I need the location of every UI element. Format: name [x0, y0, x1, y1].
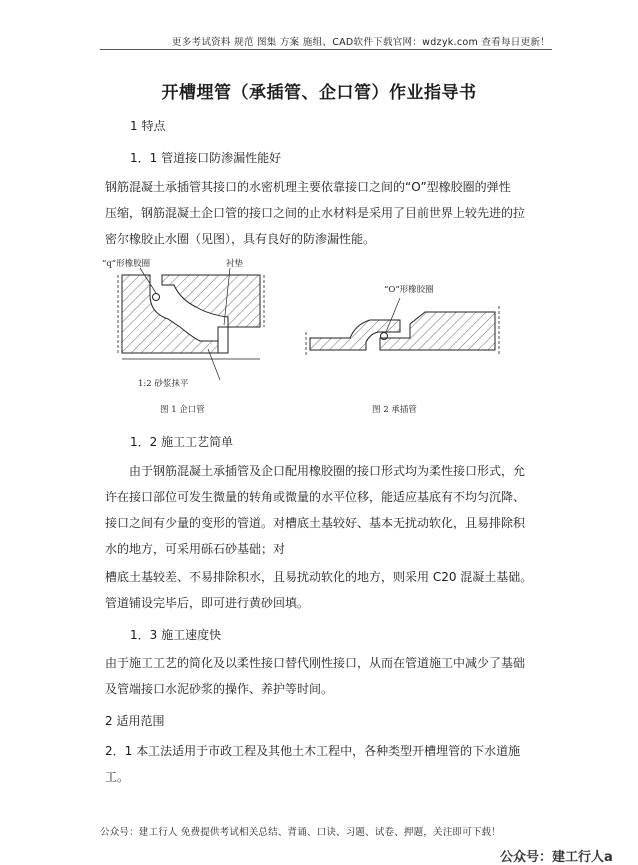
section-1-1-heading: 1．1 管道接口防渗漏性能好 — [130, 151, 282, 165]
section-2-heading: 2 适用范围 — [105, 714, 165, 728]
section-1-1-paragraph — [105, 174, 525, 252]
section-1-2-paragraph-b — [105, 564, 532, 616]
watermark: 公众号：建工行人a — [500, 850, 613, 865]
paragraph-line: 由于施工工艺的简化及以柔性接口替代刚性接口，从而在管道施工中减少了基础 — [105, 656, 526, 670]
q-rubber-ring-symbol — [153, 294, 160, 301]
leader-mortar — [208, 349, 220, 380]
section-2-1-paragraph — [105, 738, 520, 790]
footer-note: 公众号：建工行人 免费提供考试相关总结、背诵、口诀、习题、试卷、押题，关注即可下载！ — [100, 827, 501, 838]
header-divider — [100, 49, 552, 50]
section-1-heading: 1 特点 — [130, 119, 166, 133]
paragraph-line: 水的地方，可采用砾石砂基础；对 — [105, 542, 286, 556]
paragraph-line: 密尔橡胶止水圈（见图），具有良好的防渗漏性能。 — [105, 232, 376, 246]
paragraph-line: 2．1 本工法适用于市政工程及其他土木工程中，各种类型开槽埋管的下水道施 — [105, 744, 521, 758]
paragraph-line: 工。 — [105, 770, 130, 784]
label-o-rubber-ring: “O”形橡胶圈 — [384, 285, 434, 295]
figure-2-caption: 图 2 承插管 — [372, 405, 417, 415]
pipe-wall-right — [162, 275, 260, 327]
section-1-2-paragraph-a — [105, 458, 525, 562]
figure-2-socket-pipe — [300, 280, 505, 420]
section-1-3-heading: 1．3 施工速度快 — [130, 628, 222, 642]
lining-pad — [218, 327, 228, 353]
paragraph-line: 由于钢筋混凝土承插管及企口配用橡胶圈的接口形式均为柔性接口形式，允 — [129, 464, 526, 478]
header-note: 更多考试资料 规范 图集 方案 施组、CAD软件下载官网：wdzyk.com 查看每日更新！ — [171, 37, 550, 48]
label-mortar: 1:2 砂浆抹平 — [138, 379, 189, 389]
figure-1-spigot-pipe — [100, 255, 290, 420]
paragraph-line: 压缩，钢筋混凝土企口管的接口之间的止水材料是采用了目前世界上较先进的拉 — [105, 206, 526, 220]
section-1-2-heading: 1．2 施工工艺简单 — [130, 435, 234, 449]
paragraph-line: 及管端接口水泥砂浆的操作、养护等时间。 — [105, 682, 334, 696]
section-1-3-paragraph — [105, 650, 525, 702]
paragraph-line: 许在接口部位可发生微量的转角或微量的水平位移，能适应基底有不均匀沉降、 — [105, 490, 526, 504]
paragraph-line: 接口之间有少量的变形的管道。对槽底土基较好、基本无扰动软化，且易排除积 — [105, 516, 526, 530]
paragraph-line: 管道铺设完毕后，即可进行黄砂回填。 — [105, 596, 310, 610]
paragraph-line: 钢筋混凝土承插管其接口的水密机理主要依靠接口之间的“O”型橡胶圈的弹性 — [105, 180, 511, 194]
figure-1-caption: 图 1 企口管 — [160, 405, 205, 415]
page-title: 开槽埋管（承插管、企口管）作业指导书 — [161, 83, 477, 103]
label-q-rubber-ring: “q”形橡胶圈 — [102, 259, 151, 269]
label-lining: 衬垫 — [226, 259, 244, 269]
paragraph-line: 槽底土基较差、不易排除积水，且易扰动软化的地方，则采用 C20 混凝土基础。 — [105, 570, 533, 584]
figure-1-drawing — [100, 255, 290, 420]
figure-2-drawing — [300, 280, 505, 420]
